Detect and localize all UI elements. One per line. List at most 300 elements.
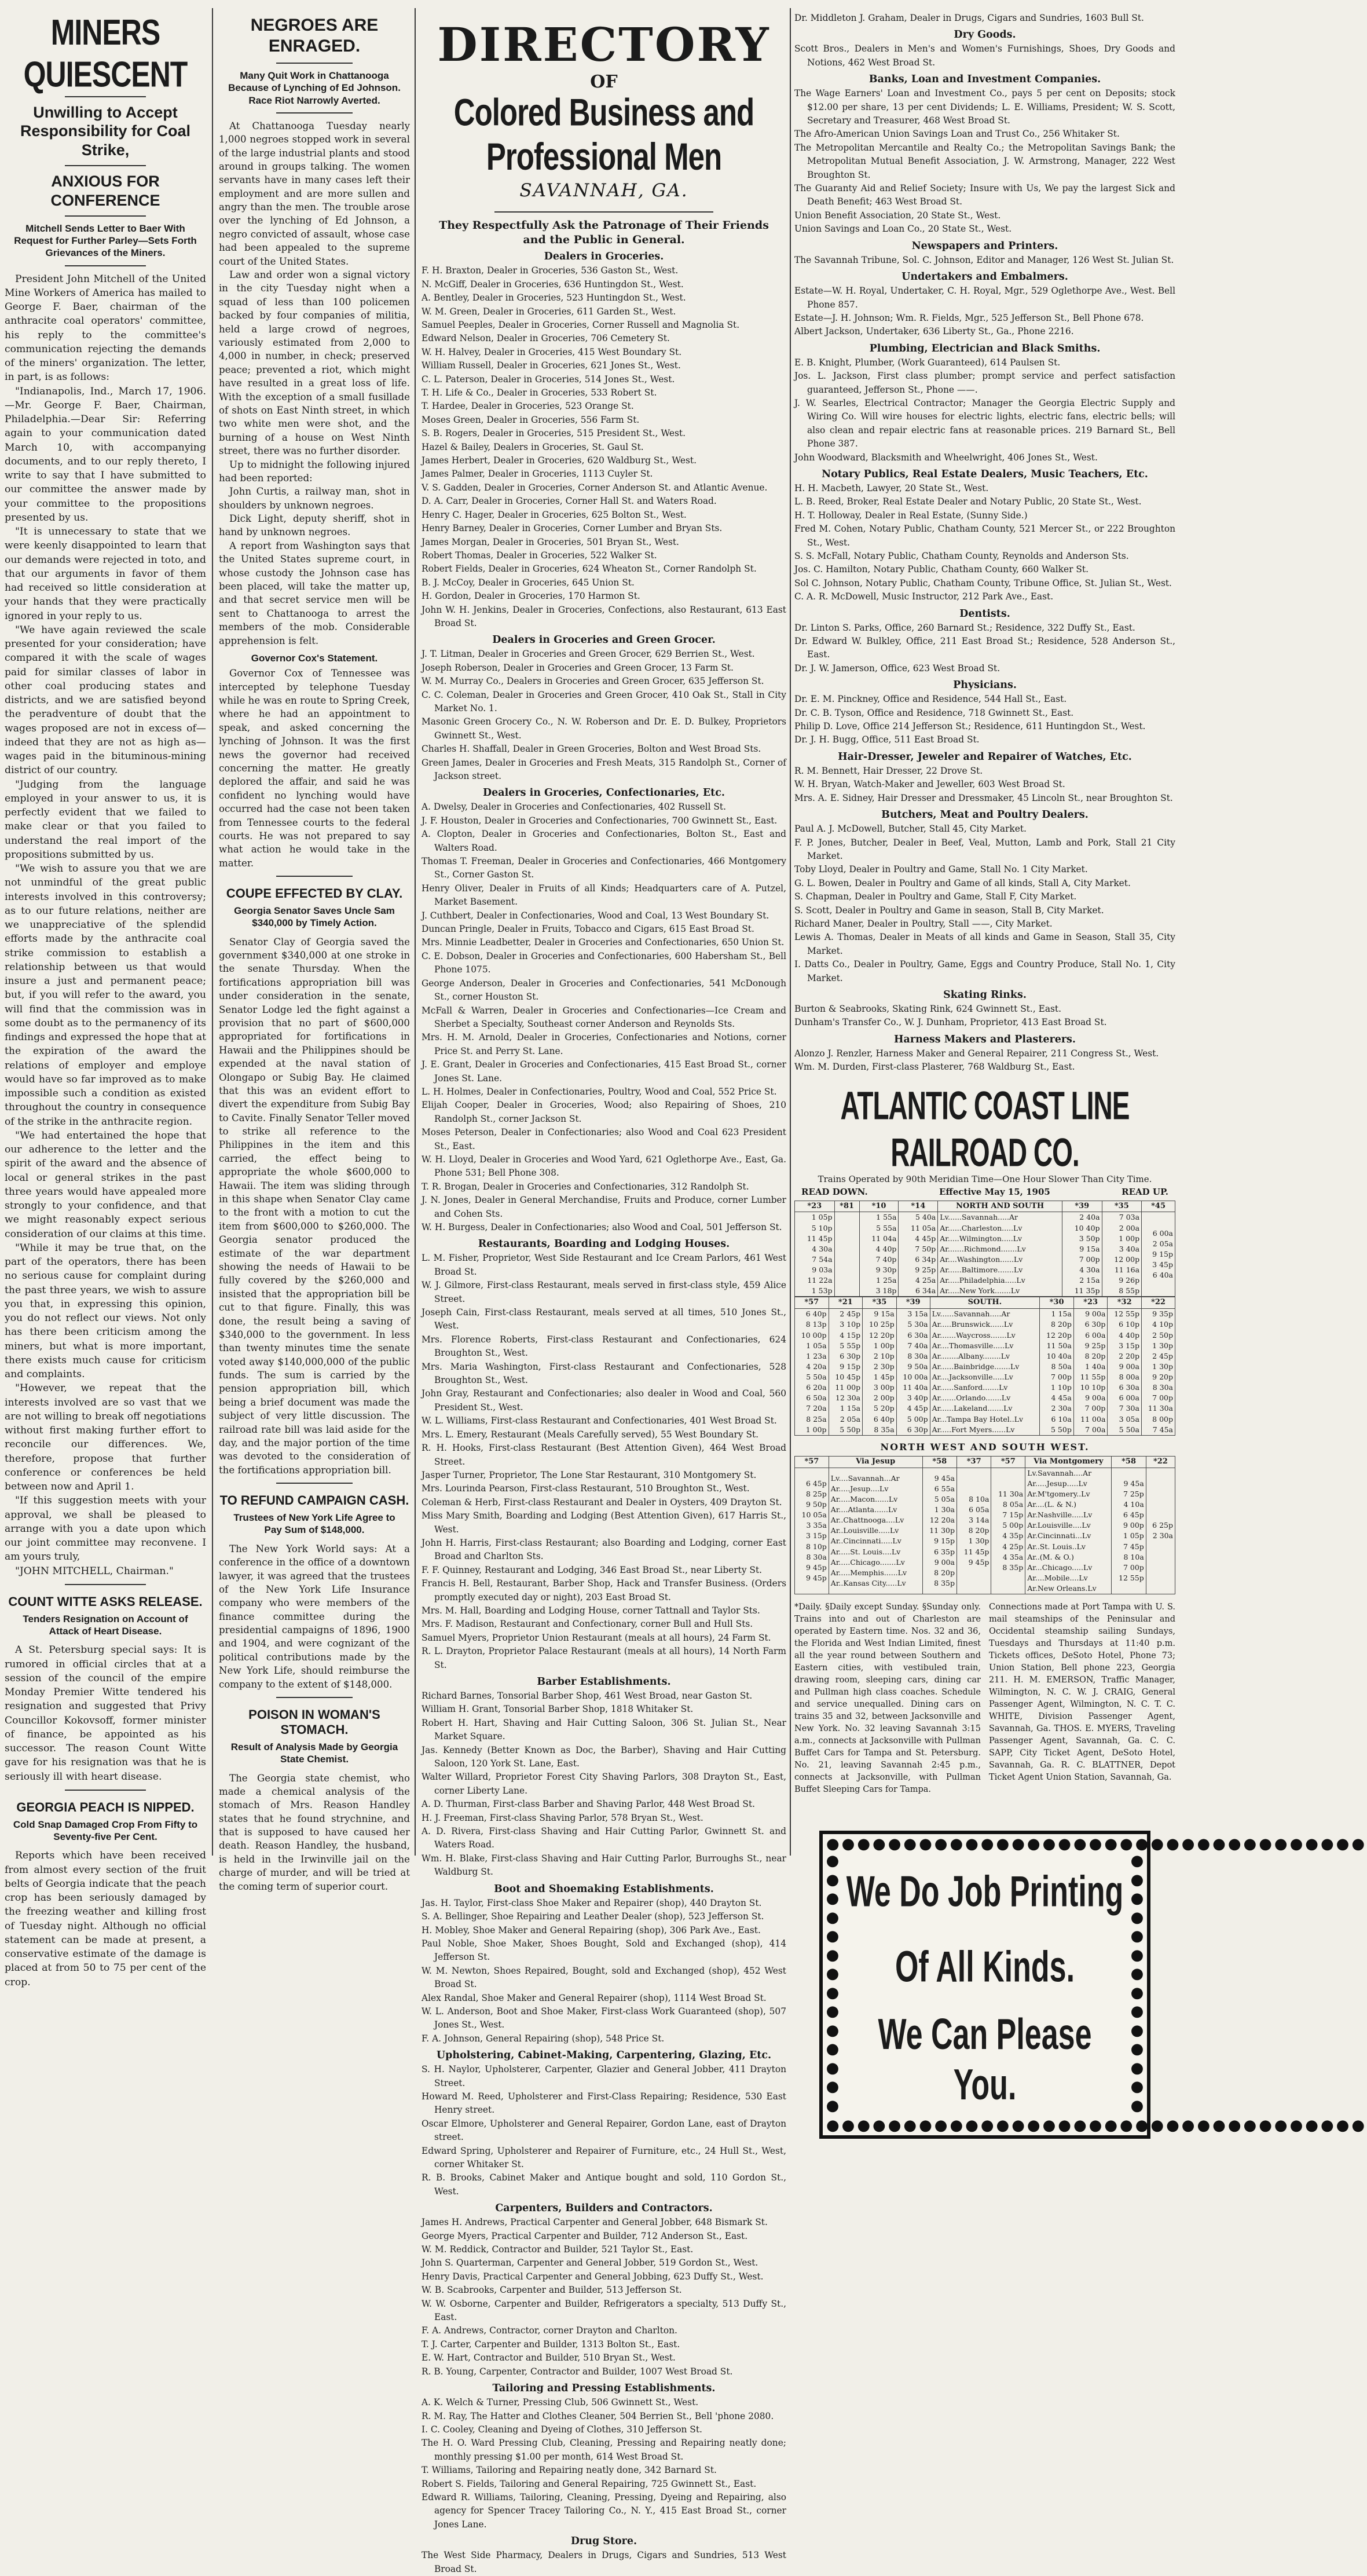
directory-entry: F. A. Johnson, General Repairing (shop), 548 Price St. <box>422 2033 665 2044</box>
directory-entry: T. J. Carter, Carpenter and Builder, 1313 Bolton St., East. <box>422 2339 680 2350</box>
timetable-cell: 1 05p 5 10p 11 45p 4 30a 7 54a 9 03a 11 22a 1 53p <box>795 1212 835 1297</box>
directory-category: Drug Store. <box>570 2535 637 2548</box>
effective-date: Effective May 15, 1905 <box>939 1186 1050 1197</box>
directory-entry: A. D. Thurman, First-class Barber and Shaving Parlor, 448 West Broad St. <box>422 1799 756 1810</box>
directory-entry: Mrs. A. E. Sidney, Hair Dresser and Dressmaker, 45 Lincoln St., near Broughton St. <box>794 792 1173 803</box>
timetable-cell: 1 15a 8 20p 12 20p 11 50a 10 40a 8 50a 7 00p 1 10p 4 45a 2 30a 6 10a 5 50p <box>1040 1309 1074 1436</box>
timetable-cell: 12 55p 6 10p 4 40p 3 15p 2 20p 9 00a 8 00a 6 30a 6 00a 7 30a 3 05a 5 50a <box>1108 1309 1142 1436</box>
timetable-header-cell: *23 <box>1073 1297 1108 1309</box>
directory-entry: Dr. J. H. Bugg, Office, 511 East Broad St. <box>794 734 980 745</box>
directory-entry: C. A. R. McDowell, Music Instructor, 212 Park Ave., East. <box>794 591 1054 602</box>
directory-category: Boot and Shoemaking Establishments. <box>494 1883 714 1895</box>
directory-entry: L. M. Fisher, Proprietor, West Side Restaurant and Ice Cream Parlors, 461 West Broad St. <box>422 1253 786 1277</box>
directory-entry: The Metropolitan Mercantile and Realty Co.; the Metropolitan Savings Bank; the Metropolitan Mutual Benefit Association, J. W. Armstrong, Manager, 222 West Broughton St. <box>794 142 1175 180</box>
timetable-cell: 1 55a 5 55a 11 04a 4 40p 7 40p 9 30p 1 25a 3 18p <box>859 1212 899 1297</box>
directory-entry: The Savannah Tribune, Sol. C. Johnson, Editor and Manager, 126 West St. Julian St. <box>794 254 1174 265</box>
deck-miners-3: Mitchell Sends Letter to Baer With Request for Further Parley—Sets Forth Grievances of the Miners. <box>14 222 197 259</box>
deck-miners-1: Unwilling to Accept Responsibility for Coal Strike, <box>20 104 191 159</box>
timetable-cell: 6 40p 8 13p 10 00p 1 05a 1 23a 4 20a 5 50a 6 20a 6 50a 7 20a 8 25a 1 00p <box>795 1309 829 1436</box>
directory-entry: Union Savings and Loan Co., 20 State St., West. <box>794 224 1012 235</box>
directory-entry: Howard M. Reed, Upholsterer and First-Class Repairing; Residence, 530 East Henry street. <box>422 2091 786 2116</box>
article-paragraph: Governor Cox of Tennessee was intercepted by telephone Tuesday while he was en route to Spring Creek, where he had an appointment to speak, and asked concerning the lynching of Johnson. It was the first news the governor had received concerning the matter. He greatly deplored the affair, and said he was confident no lynching would have occurred had the case not been taken from Tennessee courts to the federal courts. He was not prepared to say what action he would take in the matter. <box>219 668 410 869</box>
column-directory <box>422 12 786 2574</box>
directory-entry: Samuel Peeples, Dealer in Groceries, Corner Russell and Magnolia St. <box>422 320 740 330</box>
directory-entry: Moses Green, Dealer in Groceries, 556 Farm St. <box>422 414 640 425</box>
directory-entry: E. W. Hart, Contractor and Builder, 510 Bryan St., West. <box>422 2352 676 2363</box>
directory-entry: Hazel & Bailey, Dealers in Groceries, St. Gaul St. <box>422 441 644 452</box>
timetable-header-cell: *57 <box>795 1456 829 1468</box>
directory-entry: S. B. Rogers, Dealer in Groceries, 515 President St., West. <box>422 428 686 439</box>
directory-entry: John Gray, Restaurant and Confectionaries; also dealer in Wood and Coal, 560 President St., West. <box>422 1388 786 1413</box>
ad-border-left: ● ● ● ● ● ● ● ● ● ● ● ● ● ● <box>826 1852 840 2114</box>
directory-entry: Wm. H. Blake, First-class Shaving and Hair Cutting Parlor, Burroughs St., near Waldburg St. <box>422 1853 786 1878</box>
directory-entry: Robert S. Fields, Tailoring and General Repairing, 725 Gwinnett St., East. <box>422 2478 757 2489</box>
article-paragraph: John Curtis, a railway man, shot in shoulders by unknown negroes. <box>219 486 410 511</box>
directory-entry: Edward R. Williams, Tailoring, Cleaning, Pressing, Dyeing and Repairing, also agency for Spencer Tracey Tailoring Co., N. Y., 415 East Broad St., corner Jones Lane. <box>422 2491 786 2530</box>
timetable-header-cell: Via Montgomery <box>1025 1456 1112 1468</box>
directory-entry: W. B. Scabrooks, Carpenter and Builder, 513 Jefferson St. <box>422 2285 682 2296</box>
headline-peach: GEORGIA PEACH IS NIPPED. <box>16 1799 195 1814</box>
article-paragraph: "It is unnecessary to state that we were keenly disappointed to learn that our demands were rejected in toto, and that our arguments in favor of them had received so little consideration at your hands that they were practically ignored in your reply to us. <box>5 526 206 622</box>
timetable-cell <box>834 1212 859 1297</box>
timetable-cell: 2 45p 3 10p 4 15p 5 55p 6 30p 9 15p 10 45p 11 00p 12 30a 1 15a 2 05a 5 50p <box>829 1309 863 1436</box>
timetable-header-cell: NORTH AND SOUTH <box>938 1201 1062 1212</box>
timetable-header-cell: *39 <box>1062 1201 1102 1212</box>
directory-entry: The Wage Earners' Loan and Investment Co., pays 5 per cent on Deposits; stock $12.00 per share, 13 per cent Dividends; L. E. Williams, President; W. S. Scott, Secretary and Treasurer, 468 West Broad St. <box>794 88 1175 126</box>
directory-entry: Green James, Dealer in Groceries and Fresh Meats, 315 Randolph St., Corner of Jackson street. <box>422 757 786 781</box>
directory-entry: The West Side Pharmacy, Dealers in Drugs, Cigars and Sundries, 513 West Broad St. <box>422 2550 786 2574</box>
directory-category: Skating Rinks. <box>943 989 1027 1001</box>
directory-entry: Dr. C. B. Tyson, Office and Residence, 718 Gwinnett St., East. <box>794 707 1074 718</box>
directory-entry: G. L. Bowen, Dealer in Poultry and Game of all kinds, Stall A, City Market. <box>794 877 1131 888</box>
directory-entry: R. M. Bennett, Hair Dresser, 22 Drove St. <box>794 765 983 776</box>
article-paragraph: "We had entertained the hope that our adherence to the letter and the spirit of the award and the absence of local or general strikes in the past three years would have appealed more strongly to your confidence, and that we might reasonably expect serious consideration of our claims at this time. <box>5 1129 206 1240</box>
directory-entry: T. H. Life & Co., Dealer in Groceries, 533 Robert St. <box>422 387 657 398</box>
subhead-governor: Governor Cox's Statement. <box>251 652 378 664</box>
directory-entry: Charles H. Shaffall, Dealer in Green Groceries, Bolton and West Broad Sts. <box>422 744 761 755</box>
directory-category: Physicians. <box>953 679 1017 691</box>
directory-category: Dealers in Groceries, Confectionaries, Etc. <box>482 787 725 799</box>
separator <box>276 1483 353 1484</box>
directory-entry: R. B. Young, Carpenter, Contractor and Builder, 1007 West Broad St. <box>422 2366 733 2377</box>
article-paragraph: A report from Washington says that the United States supreme court, in whose custody the Johnson case has been placed, will take the matter up, and that secret service men will be sent to Chattanooga to arrest the members of the mob. Considerable apprehension is felt. <box>219 540 410 646</box>
timetable-header-cell: *14 <box>899 1201 938 1212</box>
railroad-notes-left: *Daily. §Daily except Sunday. §Sunday only. Trains into and out of Charleston are operated by Eastern time. Nos. 32 and 36, the Florida and West Indian Limited, finest all the year round between Southern and Eastern cities, with vestibuled train, drawing room, sleeping cars, dining car and Pullman high class coaches. Schedule and service unequalled. Dining cars on trains 35 and 32, between Jacksonville and New York. No. 32 leaving Savannah 3:15 a.m., connects at Jacksonville with Pullman Buffet Cars for Tampa and St. Petersburg. No. 21, leaving Savannah 2:45 p.m., connects at Jacksonville, with Pullman Buffet Sleeping Cars for Tampa. <box>794 1602 981 1795</box>
directory-entry: J. E. Grant, Dealer in Groceries and Confectionaries, 415 East Broad St., corner Jones St. Lane. <box>422 1059 786 1084</box>
timetable-cell: 5 40a 11 05a 4 45p 7 50p 6 34p 9 25p 4 25a 6 34a <box>899 1212 938 1297</box>
directory-entry: Mrs. M. Hall, Boarding and Lodging House, corner Tattnall and Taylor Sts. <box>422 1605 760 1616</box>
directory-entry: The Afro-American Union Savings Loan and Trust Co., 256 Whitaker St. <box>794 129 1120 140</box>
separator <box>276 112 353 114</box>
headline-poison: POISON IN WOMAN'S STOMACH. <box>248 1707 380 1737</box>
directory-entry: R. M. Ray, The Hatter and Clothes Cleaner, 504 Berrien St., Bell 'phone 2080. <box>422 2410 774 2421</box>
timetable-header-row <box>795 1297 1175 1309</box>
ad-line-3: We Can Please You. <box>878 2010 1092 2110</box>
directory-entry: Fred M. Cohen, Notary Public, Chatham County, 521 Mercer St., or 222 Broughton St., West. <box>794 524 1175 548</box>
timetable-header-cell: *22 <box>1146 1456 1175 1468</box>
directory-entry: W. H. Lloyd, Dealer in Groceries and Wood Yard, 621 Oglethorpe Ave., East, Ga. Phone 531; Bell Phone 308. <box>422 1154 786 1179</box>
column-rule <box>790 8 791 1856</box>
directory-entry: Estate—W. H. Royal, Undertaker, C. H. Royal, Mgr., 529 Oglethorpe Ave., West. Bell Phone 857. <box>794 286 1175 310</box>
directory-entry: T. Williams, Tailoring and Repairing neatly done, 342 Barnard St. <box>422 2465 717 2476</box>
deck-witte: Tenders Resignation on Account of Attack of Heart Disease. <box>23 1613 188 1637</box>
ad-border-top: ●●●●●●●●●●●●●●●●●●●●●●●●●●●●●●●●●●● <box>826 1835 1367 1853</box>
directory-entry: L. B. Reed, Broker, Real Estate Dealer and Notary Public, 20 State St., West. <box>794 496 1142 507</box>
separator <box>65 165 145 166</box>
directory-entry: Mrs. Maria Washington, First-class Restaurant and Confectionaries, 528 Broughton St., West. <box>422 1361 786 1386</box>
directory-entry: Albert Jackson, Undertaker, 636 Liberty St., Ga., Phone 2216. <box>794 326 1074 337</box>
directory-entry: Moses Peterson, Dealer in Confectionaries; also Wood and Coal 623 President St., East. <box>422 1127 786 1151</box>
separator <box>276 1697 353 1698</box>
directory-entry: F. A. Andrews, Contractor, corner Drayton and Charlton. <box>422 2325 677 2336</box>
directory-category: Tailoring and Pressing Establishments. <box>492 2383 716 2395</box>
directory-entry: L. H. Holmes, Dealer in Confectionaries, Poultry, Wood and Coal, 552 Price St. <box>422 1086 777 1097</box>
headline-witte: COUNT WITTE ASKS RELEASE. <box>8 1594 203 1609</box>
article-paragraph: "We have again reviewed the scale presented for your consideration; have compared it with the scale of wages paid for similar classes of labor in other coal producing states and districts, and we are satisfied beyond the peradventure of doubt that the wages proposed are not in excess of—indeed that they are not as high as—wages paid in the bituminous-mining district of our country. <box>5 624 206 777</box>
directory-category: Dry Goods. <box>954 29 1016 41</box>
timetable-cell: 8 10a 6 05a 3 14a 8 20p 1 30p 11 45p 9 45p <box>956 1468 991 1594</box>
directory-entry: Philip D. Love, Office 214 Jefferson St.; Residence, 611 Huntingdon St., West. <box>794 721 1146 732</box>
directory-of: OF <box>590 72 618 92</box>
directory-entry: Jos. C. Hamilton, Notary Public, Chatham County, 660 Walker St. <box>794 564 1089 575</box>
directory-city: SAVANNAH, GA. <box>519 180 688 201</box>
directory-entry: W. H. Halvey, Dealer in Groceries, 415 West Boundary St. <box>422 346 682 357</box>
deck-peach: Cold Snap Damaged Crop From Fifty to Seventy-five Per Cent. <box>13 1818 198 1843</box>
timetable-header-cell: *58 <box>922 1456 956 1468</box>
directory-entry: C. C. Coleman, Dealer in Groceries and Green Grocer, 410 Oak St., Stall in City Market No. 1. <box>422 689 786 713</box>
directory-entry: The Guaranty Aid and Relief Society; Insure with Us, We pay the largest Sick and Death Benefit; 463 West Broad St. <box>794 183 1175 207</box>
timetable-caption: NORTH WEST AND SOUTH WEST. <box>880 1441 1090 1452</box>
directory-entry: James Herbert, Dealer in Groceries, 620 Waldburg St., West. <box>422 455 697 466</box>
timetable-north-south <box>794 1201 1175 1297</box>
directory-entry: S. Chapman, Dealer in Poultry and Game, Stall F, City Market. <box>794 891 1077 902</box>
directory-entry: Francis H. Bell, Restaurant, Barber Shop, Hack and Transfer Business. (Orders promptly executed day or night), 203 East Broad St. <box>422 1578 786 1602</box>
directory-entry: W. M. Murray Co., Dealers in Groceries and Green Grocer, 635 Jefferson St. <box>422 676 764 687</box>
column-rule <box>212 8 213 1856</box>
directory-entry: Dunham's Transfer Co., W. J. Dunham, Proprietor, 413 East Broad St. <box>794 1017 1107 1028</box>
article-paragraph: President John Mitchell of the United Mine Workers of America has mailed to George F. Baer, chairman of the anthracite coal operators' committee, his reply to the committee's communication rejecting the demands of the miners' organization. The letter, in part, is as follows: <box>5 273 206 383</box>
directory-category: Dentists. <box>959 608 1010 620</box>
directory-category: Hair-Dresser, Jeweler and Repairer of Watches, Etc. <box>838 751 1132 763</box>
directory-entry: B. J. McCoy, Dealer in Groceries, 645 Union St. <box>422 577 635 588</box>
timetable-cell: 6 00a 2 05a 9 15p 3 45p 6 40a <box>1142 1212 1175 1297</box>
deck-miners-2: ANXIOUS FOR CONFERENCE <box>50 173 160 209</box>
directory-entry: I. Datts Co., Dealer in Poultry, Game, Eggs and Country Produce, Stall No. 1, City Market. <box>794 959 1175 983</box>
directory-entry: W. H. Bryan, Watch-Maker and Jeweller, 603 West Broad St. <box>794 779 1065 790</box>
directory-entry: H. J. Freeman, First-class Shaving Parlor, 578 Bryan St., West. <box>422 1812 703 1823</box>
directory-entry: Mrs. Lourinda Pearson, First-class Restaurant, 510 Broughton St., West. <box>422 1483 750 1494</box>
directory-entry: William H. Grant, Tonsorial Barber Shop, 1818 Whitaker St. <box>422 1704 694 1715</box>
directory-entry: E. B. Knight, Plumber, (Work Guaranteed), 614 Paulsen St. <box>794 357 1061 368</box>
read-up-label: READ UP. <box>1122 1186 1168 1197</box>
directory-entry: Henry C. Hager, Dealer in Groceries, 625 Bolton St., West. <box>422 509 687 520</box>
directory-entry: Richard Maner, Dealer in Poultry, Stall ——, City Market. <box>794 918 1053 929</box>
directory-entry: Samuel Myers, Proprietor Union Restaurant (meals at all hours), 24 Farm St. <box>422 1632 771 1643</box>
directory-category: Carpenters, Builders and Contractors. <box>495 2202 713 2215</box>
directory-entry: Jas. H. Taylor, First-class Shoe Maker and Repairer (shop), 440 Drayton St. <box>422 1897 762 1908</box>
timetable-header-cell: *39 <box>896 1297 930 1309</box>
directory-entry: James Palmer, Dealer in Groceries, 1113 Cuyler St. <box>422 469 653 480</box>
directory-entry: F. P. Jones, Butcher, Dealer in Beef, Veal, Mutton, Lamb and Pork, Stall 21 City Market. <box>794 837 1175 861</box>
separator <box>65 1790 145 1791</box>
directory-entry: T. R. Brogan, Dealer in Groceries and Confectionaries, 312 Randolph St. <box>422 1181 749 1192</box>
directory-category: Barber Establishments. <box>537 1676 671 1688</box>
directory-entry: D. A. Carr, Dealer in Groceries, Corner Hall St. and Waters Road. <box>422 496 717 507</box>
timetable-row <box>795 1468 1175 1594</box>
article-paragraph: "We wish to assure you that we are not unmindful of the great public interests involved in this controversy; as to our future relations, neither are we unappreciative of the splendid efforts made by the anthracite coal strike commission to establish a relationship between us that would insure a just and permanent peace; but, if you will refer to the award, you will find that the commission was in some doubt as to the permanency of its findings and expressed the hope that at the expiration of the award the relations of employer and employe would have so far improved as to make impossible such a condition as existed throughout the country in consequence of the strike in the anthracite region. <box>5 863 206 1128</box>
directory-entry: Paul A. J. McDowell, Butcher, Stall 45, City Market. <box>794 824 1027 835</box>
directory-entry: Jasper Turner, Proprietor, The Lone Star Restaurant, 310 Montgomery St. <box>422 1469 757 1480</box>
separator <box>65 265 145 266</box>
timetable-header-row <box>795 1201 1175 1212</box>
directory-entry: Richard Barnes, Tonsorial Barber Shop, 461 West Broad, near Gaston St. <box>422 1690 753 1701</box>
article-witte: A St. Petersburg special says: It is rumored in official circles that at a session of the council of the empire Monday Premier Witte tendered his resignation and suggested that Privy Councillor Kokovsoff, former minister of finance, be appointed as his successor. The reason Count Witte gave for his resignation was that he is seriously ill with heart disease. <box>5 1644 206 1783</box>
directory-entry: S. H. Naylor, Upholsterer, Carpenter, Glazier and General Jobber, 411 Drayton Street. <box>422 2064 786 2088</box>
directory-entry: T. Hardee, Dealer in Groceries, 523 Orange St. <box>422 401 634 412</box>
timetable-header-cell: *35 <box>1102 1201 1142 1212</box>
timetable-header-cell: *23 <box>795 1201 835 1212</box>
directory-entry: W. H. Burgess, Dealer in Confectionaries; also Wood and Coal, 501 Jefferson St. <box>422 1222 782 1232</box>
directory-entry: Coleman & Herb, First-class Restaurant and Dealer in Oysters, 409 Drayton St. <box>422 1496 782 1507</box>
directory-entry: Lewis A. Thomas, Dealer in Meats of all kinds and Game in Season, Stall 35, City Market. <box>794 932 1175 956</box>
timetable-header-cell: *37 <box>956 1456 991 1468</box>
directory-entry: R. L. Drayton, Proprietor Palace Restaurant (meals at all hours), 14 North Farm St. <box>422 1646 786 1670</box>
directory-entry: Miss Mary Smith, Boarding and Lodging (Best Attention Given), 617 Harris St., West. <box>422 1510 786 1535</box>
timetable-cell: 9 45a 7 25p 4 10a 6 45p 9 00p 1 05p 7 45p 8 10a 7 00p 12 55p <box>1112 1468 1146 1594</box>
directory-entry: H. T. Holloway, Dealer in Real Estate, (Sunny Side.) <box>794 510 1028 521</box>
directory-entry: A. K. Welch & Turner, Pressing Club, 506 Gwinnett St., West. <box>422 2397 699 2408</box>
directory-entry: Alex Randal, Shoe Maker and General Repairer (shop), 1114 West Broad St. <box>422 1992 767 2003</box>
column-chattanooga <box>219 12 410 1892</box>
directory-entry: F. H. Braxton, Dealer in Groceries, 536 Gaston St., West. <box>422 265 679 276</box>
directory-entry: Masonic Green Grocery Co., N. W. Roberson and Dr. E. D. Bulkey, Proprietors Gwinnett St., West. <box>422 716 786 741</box>
directory-category: Dealers in Groceries. <box>544 251 664 263</box>
timetable-header-cell: *45 <box>1142 1201 1175 1212</box>
headline-campaign-cash: TO REFUND CAMPAIGN CASH. <box>219 1493 409 1508</box>
directory-entry: The H. O. Ward Pressing Club, Cleaning, Pressing and Repairing neatly done; monthly pressing $1.00 per month, 614 West Broad St. <box>422 2438 786 2462</box>
timetable-header-row <box>795 1456 1175 1468</box>
directory-entry: Duncan Pringle, Dealer in Fruits, Tobacco and Cigars, 615 East Broad St. <box>422 924 754 935</box>
ad-border-bottom: ●●●●●●●●●●●●●●●●●●●●●●●●●●●●●●●●●●● <box>826 2117 1367 2135</box>
directory-entry: W. J. Gilmore, First-class Restaurant, meals served in first-class style, 459 Alice Street. <box>422 1280 786 1304</box>
article-peach: Reports which have been received from almost every section of the fruit belts of Georgia indicate that the peach crop has been seriously damaged by the freezing weather and killing frost of Tuesday night. Although no official statement can be made at present, a conservative estimate of the damage is placed at from 50 to 75 per cent of the crop. <box>5 1850 206 1988</box>
directory-entry: Dr. Edward W. Bulkley, Office, 211 East Broad St.; Residence, 528 Anderson St., East. <box>794 636 1175 660</box>
timetable-header-cell: SOUTH. <box>930 1297 1040 1309</box>
directory-entry: A. Bentley, Dealer in Groceries, 523 Huntingdon St., West. <box>422 292 686 303</box>
directory-entry: Dr. E. M. Pinckney, Office and Residence, 544 Hall St., East. <box>794 694 1067 705</box>
directory-entry: W. M. Green, Dealer in Groceries, 611 Garden St., West. <box>422 306 676 317</box>
timetable-header-cell: *22 <box>1141 1297 1175 1309</box>
directory-entry: Edward Spring, Upholsterer and Repairer of Furniture, etc., 24 Hull St., West, corner Whitaker St. <box>422 2145 786 2169</box>
timetable-northwest <box>794 1456 1175 1594</box>
directory-entry: Elijah Cooper, Dealer in Groceries, Wood; also Repairing of Shoes, 210 Randolph St., corner Jackson St. <box>422 1100 786 1124</box>
job-printing-ad <box>819 1831 1367 2139</box>
directory-entry: Mrs. L. Emery, Restaurant (Meals Carefully served), 55 West Boundary St. <box>422 1429 759 1440</box>
directory-category: Upholstering, Cabinet-Making, Carpentering, Glazing, Etc. <box>436 2050 772 2062</box>
column-directory-cont <box>794 12 1367 2135</box>
directory-entry: Joseph Cain, First-class Restaurant, meals served at all times, 510 Jones St., West. <box>422 1307 786 1331</box>
directory-entry: Jos. L. Jackson, First class plumber; prompt service and perfect satisfaction guaranteed, Jefferson St., Phone ——. <box>794 371 1175 395</box>
directory-entry: Robert Fields, Dealer in Groceries, 624 Wheaton St., Corner Randolph St. <box>422 564 757 575</box>
separator <box>65 1584 145 1585</box>
directory-category: Banks, Loan and Investment Companies. <box>868 74 1101 86</box>
directory-entry: Mrs. Minnie Leadbetter, Dealer in Groceries and Confectionaries, 650 Union St. <box>422 937 785 948</box>
directory-category: Newspapers and Printers. <box>911 240 1058 252</box>
directory-category: Restaurants, Boarding and Lodging Houses. <box>478 1238 730 1250</box>
railroad-title: ATLANTIC COAST LINE RAILROAD CO. <box>840 1082 1130 1175</box>
directory-intro: They Respectfully Ask the Patronage of Their Friends and the Public in General. <box>439 219 769 246</box>
directory-entry: William Russell, Dealer in Groceries, 621 Jones St., West. <box>422 360 681 371</box>
deck-negroes-enraged: Many Quit Work in Chattanooga Because of Lynching of Ed Johnson. Race Riot Narrowly Averted. <box>228 70 401 106</box>
separator <box>276 876 353 877</box>
directory-subtitle: Colored Business and Professional Men <box>453 90 754 178</box>
directory-entry: John H. Harris, First-class Restaurant; also Boarding and Lodging, corner East Broad and Charlton Sts. <box>422 1537 786 1562</box>
directory-entry: Mrs. Florence Roberts, First-class Restaurant and Confectionaries, 624 Broughton St., West. <box>422 1334 786 1359</box>
timetable-cell: 2 40a 10 40p 3 50p 9 15a 7 00p 4 30a 2 15a 11 35p <box>1062 1212 1102 1297</box>
directory-entry: Henry Davis, Practical Carpenter and General Jobbing, 623 Duffy St., West. <box>422 2271 764 2282</box>
timetable-cell: 7 03a 2 00a 1 00p 3 40a 12 00p 11 16a 9 26p 8 55p <box>1102 1212 1142 1297</box>
directory-entry: S. S. McFall, Notary Public, Chatham County, Reynolds and Anderson Sts. <box>794 551 1129 561</box>
timetable-cell: Lv....Savannah...Ar Ar.....Jesup....Lv Ar.....Macon......Lv Ar....Atlanta......Lv Ar..Chattnooga....Lv Ar..Louisville.....Lv Ar..Cincinnati.....Lv Ar.....St. Louis....Lv Ar.....Chicago.......Lv Ar.....Memphis......Lv Ar..Kansas City.....Lv <box>829 1468 922 1594</box>
directory-entry: H. Gordon, Dealer in Groceries, 170 Harmon St. <box>422 591 640 602</box>
directory-entry: J. T. Litman, Dealer in Groceries and Green Grocer, 629 Berrien St., West. <box>422 649 755 660</box>
directory-entry: A. Clopton, Dealer in Groceries and Confectionaries, Bolton St., East and Walters Road. <box>422 829 786 853</box>
article-paragraph: "Judging from the language employed in your answer to us, it is perfectly evident that we failed to make clear or that you failed to understand the real import of the propositions submitted by us. <box>5 778 206 861</box>
timetable-header-cell: *21 <box>829 1297 863 1309</box>
directory-entry: W. M. Newton, Shoes Repaired, Bought, sold and Exchanged (shop), 452 West Broad St. <box>422 1965 786 1990</box>
deck-campaign-cash: Trustees of New York Life Agree to Pay Sum of $148,000. <box>233 1512 395 1536</box>
directory-entry: Dr. J. W. Jamerson, Office, 623 West Broad St. <box>794 663 1000 674</box>
article-paragraph: "If this suggestion meets with your approval, we shall be pleased to arrange with you a date upon which our joint committee may reconvene. I am yours truly, <box>5 1495 206 1563</box>
timetable-cell: 11 30a 8 05a 7 15p 5 00p 4 35p 4 25p 4 35a 8 35p <box>991 1468 1025 1594</box>
railroad-schedule <box>794 1082 1175 1796</box>
directory-entry: Joseph Roberson, Dealer in Groceries and Green Grocer, 13 Farm St. <box>422 662 734 673</box>
directory-entry: J. N. Jones, Dealer in General Merchandise, Fruits and Produce, corner Lumber and Cohen Sts. <box>422 1195 786 1219</box>
article-paragraph: Up to midnight the following injured had been reported: <box>219 459 410 484</box>
directory-category: Butchers, Meat and Poultry Dealers. <box>881 809 1089 821</box>
article-paragraph: "While it may be true that, on the part of the operators, there has been no serious cause for complaint during the past three years, we wish to assure you that, in expressing this opinion, you do not reflect our views. Not only has there been criticism among the miners, but what is more important, there exists much cause for criticism and complaints. <box>5 1242 206 1381</box>
directory-entry: H. H. Macbeth, Lawyer, 20 State St., West. <box>794 482 989 493</box>
directory-entry: N. McGiff, Dealer in Groceries, 636 Huntingdon St., West. <box>422 279 684 290</box>
directory-sections-continued <box>794 12 1175 1074</box>
directory-entry: Burton & Seabrooks, Skating Rink, 624 Gwinnett St., East. <box>794 1003 1061 1014</box>
timetable-cell: 6 25p 2 30a <box>1146 1468 1175 1594</box>
timetable-header-cell: *57 <box>795 1297 829 1309</box>
directory-entry: George Anderson, Dealer in Groceries and Confectionaries, 541 McDonough St., corner Houston St. <box>422 978 786 1002</box>
directory-entry: S. A. Bellinger, Shoe Repairing and Leather Dealer (shop), 523 Jefferson St. <box>422 1911 764 1922</box>
directory-entry: C. L. Paterson, Dealer in Groceries, 514 Jones St., West. <box>422 374 675 385</box>
directory-entry: James Morgan, Dealer in Groceries, 501 Bryan St., West. <box>422 536 679 547</box>
directory-entry: V. S. Gadden, Dealer in Groceries, Corner Anderson St. and Atlantic Avenue. <box>422 482 768 493</box>
timetable-row <box>795 1309 1175 1436</box>
directory-entry: Mrs. H. M. Arnold, Dealer in Groceries, Confectionaries and Notions, corner Price St. and Perry St. Lane. <box>422 1032 786 1056</box>
ad-line-1: We Do Job Printing <box>846 1868 1124 1917</box>
timetable-cell: Lv.Savannah....Ar Ar.....Jesup.....Lv Ar.M'tgomery..Lv Ar....(L. & N.) Ar.Nashville.....Lv Ar.Louisville....Lv Ar.Cincinnati...Lv Ar..St. Louis..Lv Ar..(M. & O.) Ar...Chicago.....Lv Ar....Mobile....Lv Ar.New Orleans.Lv <box>1025 1468 1112 1594</box>
deck-clay: Georgia Senator Saves Uncle Sam $340,000 by Timely Action. <box>234 905 395 929</box>
directory-entry: Henry Barney, Dealer in Groceries, Corner Lumber and Bryan Sts. <box>422 523 723 534</box>
directory-entry: W. L. Williams, First-class Restaurant and Confectionaries, 401 West Broad St. <box>422 1415 777 1426</box>
directory-entry: W. W. Osborne, Carpenter and Builder, Refrigerators a specialty, 513 Duffy St., East. <box>422 2298 786 2323</box>
timetable-south <box>794 1297 1175 1435</box>
directory-entry: Scott Bros., Dealers in Men's and Women's Furnishings, Shoes, Dry Goods and Notions, 462 West Broad St. <box>794 43 1175 68</box>
directory-entry: W. M. Reddick, Contractor and Builder, 521 Taylor St., East. <box>422 2244 694 2255</box>
separator <box>276 63 353 64</box>
directory-entry: Alonzo J. Renzler, Harness Maker and General Repairer, 211 Congress St., West. <box>794 1048 1159 1059</box>
column-rule <box>415 8 416 1856</box>
timetable-cell: 6 45p 8 25p 9 50p 10 05a 3 35a 3 15p 8 10p 8 30a 9 45p 9 45p <box>795 1468 829 1594</box>
directory-entry: John S. Quarterman, Carpenter and General Jobber, 519 Gordon St., West. <box>422 2257 758 2268</box>
directory-entry: Thomas T. Freeman, Dealer in Groceries and Confectionaries, 466 Montgomery St., Corner Gaston St. <box>422 856 786 880</box>
directory-category: Notary Publics, Real Estate Dealers, Music Teachers, Etc. <box>822 468 1148 480</box>
directory-entry: Henry Oliver, Dealer in Fruits of all Kinds; Headquarters care of A. Putzel, Market Basement. <box>422 883 786 908</box>
timetable-cell: 9 00a 6 30p 6 00a 9 25p 8 20p 1 40a 11 55p 10 10p 9 00a 7 00p 11 00a 7 00a <box>1073 1309 1108 1436</box>
timetable-header-cell: *30 <box>1040 1297 1074 1309</box>
directory-category: Undertakers and Embalmers. <box>901 271 1068 283</box>
directory-entry: Edward Nelson, Dealer in Groceries, 706 Cemetery St. <box>422 333 670 344</box>
timetable-cell: Lv......Savannah.....Ar Ar......Charleston.....Lv Ar.....Wilmington.....Lv Ar.......Richmond.......Lv Ar....Washington......Lv Ar......Baltimore.......Lv Ar.....Philadelphia.....Lv Ar.....New York.......Lv <box>938 1212 1062 1297</box>
headline-negroes-enraged: NEGROES ARE ENRAGED. <box>250 16 379 56</box>
directory-entry: J. F. Houston, Dealer in Groceries and Confectionaries, 700 Gwinnett St., East. <box>422 815 778 826</box>
headline-clay: COUPE EFFECTED BY CLAY. <box>226 886 403 901</box>
directory-entry: Robert H. Hart, Shaving and Hair Cutting Saloon, 306 St. Julian St., Near Market Square. <box>422 1717 786 1742</box>
directory-entry: Paul Noble, Shoe Maker, Shoes Bought, Sold and Exchanged (shop), 414 Jefferson St. <box>422 1938 786 1963</box>
directory-entry: Walter Willard, Proprietor Forest City Shaving Parlors, 308 Drayton St., East, corner Liberty Lane. <box>422 1772 786 1796</box>
directory-entry: Oscar Elmore, Upholsterer and General Repairer, Gordon Lane, east of Drayton street. <box>422 2118 786 2143</box>
directory-entry: Toby Lloyd, Dealer in Poultry and Game, Stall No. 1 City Market. <box>794 864 1088 875</box>
ad-border-right: ● ● ● ● ● ● ● ● ● ● ● ● ● ● <box>1130 1852 1144 2114</box>
directory-entry: A. Dwelsy, Dealer in Groceries and Confectionaries, 402 Russell St. <box>422 802 727 813</box>
directory-entry: C. E. Dobson, Dealer in Groceries and Confectionaries, 600 Habersham St., Bell Phone 1075. <box>422 950 786 975</box>
directory-category: Plumbing, Electrician and Black Smiths. <box>869 342 1101 354</box>
directory-entry: R. H. Hooks, First-class Restaurant (Best Attention Given), 464 West Broad Street. <box>422 1443 786 1467</box>
column-miners <box>5 12 206 1988</box>
directory-sections <box>422 251 786 2576</box>
directory-title: DIRECTORY <box>437 17 771 72</box>
directory-entry: J. Cuthbert, Dealer in Confectionaries, Wood and Coal, 13 West Boundary St. <box>422 910 769 921</box>
timetable-cell: 9 45a 6 55a 5 05a 1 30a 12 20a 11 30p 9 15p 6 35p 9 00a 8 20p 8 35p <box>922 1468 956 1594</box>
article-clay: Senator Clay of Georgia saved the government $340,000 at one stroke in the senate Thursday. When the fortifications appropriation bill was under consideration in the senate, Senator Lodge led the fight against a provision that no part of $600,000 appropriated for fortifications in Hawaii and the Philippines should be expended at the naval station of Olongapo or Subig Bay. He claimed that this was an evident effort to divert the expenditure from Subig Bay to Cavite. Finally Senator Teller moved to strike all reference to the Philippines in the item and this carried, the effect being to appropriate the whole $600,000 to Hawaii. The item was sliding through in this shape when Senator Clay came to the front with a motion to cut the item from $600,000 to $260,000. The Georgia senator produced the estimate of the war department showing the needs of Hawaii to be fully covered by the $260,000 and insisted that the appropriation bill be cut to that figure. Finally, this was done, the result being a saving of $340,000 to the government. In less than twenty minutes time the senate voted away $140,000,000 of the public funds. The sum is carried by the pension appropriation bill, which being a brief document was made the subject of very little discussion. The railroad rate bill was laid aside for the day, and the major portion of the time was devoted to the consideration of the fortifications appropriation bill. <box>219 936 410 1476</box>
timetable-header-cell: *57 <box>991 1456 1025 1468</box>
article-paragraph: "However, we repeat that the interests involved are so vast that we are not willing to break off negotiations without first making further effort to reconcile our differences. We, therefore, propose that further conference or conferences be held between now and April 1. <box>5 1382 206 1493</box>
directory-entry: McFall & Warren, Dealer in Groceries and Confectionaries—Ice Cream and Sherbet a Specialty, Southeast corner Anderson and Reynolds Sts. <box>422 1005 786 1029</box>
directory-entry: F. F. Quinney, Restaurant and Lodging, 346 East Broad St., near Liberty St. <box>422 1564 763 1575</box>
ad-line-2: Of All Kinds. <box>895 1943 1075 1992</box>
directory-entry: Robert Thomas, Dealer in Groceries, 522 Walker St. <box>422 550 657 561</box>
deck-poison: Result of Analysis Made by Georgia State Chemist. <box>230 1741 398 1765</box>
directory-entry: Dr. Middleton J. Graham, Dealer in Drugs, Cigars and Sundries, 1603 Bull St. <box>794 13 1144 23</box>
headline-miners: MINERS QUIESCENT <box>23 12 188 95</box>
directory-entry: Sol C. Johnson, Notary Public, Chatham County, Tribune Office, St. Julian St., West. <box>794 577 1172 588</box>
directory-entry: Wm. M. Durden, First-class Plasterer, 768 Waldburg St., East. <box>794 1062 1075 1073</box>
directory-category: Dealers in Groceries and Green Grocer. <box>492 634 716 646</box>
directory-category: Harness Makers and Plasterers. <box>893 1033 1076 1045</box>
railroad-notes-right: Connections made at Port Tampa with U. S. mail steamships of the Peninsular and Occidental steamship sailing Sundays, Tuesdays and Thursdays at 11:40 p.m. Tickets offices, DeSoto Hotel, Phone 73; Union Station, Bell phone 223, Georgia 211. H. M. EMERSON, Traffic Manager, Wilmington, N. C. W. J. CRAIG, General Passenger Agent, Wilmington, N. C. T. C. WHITE, Division Passenger Agent, Savannah, Ga. THOS. E. MYERS, Traveling Passenger Agent, Savannah, Ga. C. C. SAPP, City Ticket Agent, DeSoto Hotel, Savannah, Ga. R. C. BLATTNER, Depot Ticket Agent Union Station, Savannah, Ga. <box>989 1602 1175 1783</box>
timetable-cell: 3 15a 5 30a 6 30a 7 40a 8 30a 9 50a 10 00a 11 40a 3 40p 4 45p 5 00p 6 30p <box>896 1309 930 1436</box>
timetable-header-cell: *10 <box>859 1201 899 1212</box>
directory-entry: John W. H. Jenkins, Dealer in Groceries, Confections, also Restaurant, 613 East Broad St. <box>422 604 786 628</box>
directory-entry: S. Scott, Dealer in Poultry and Game in season, Stall B, City Market. <box>794 905 1104 916</box>
directory-entry: R. B. Brooks, Cabinet Maker and Antique bought and sold, 110 Gordon St., West. <box>422 2172 786 2197</box>
directory-entry: Jas. Kennedy (Better Known as Doc, the Barber), Shaving and Hair Cutting Saloon, 120 York St. Lane, East. <box>422 1744 786 1769</box>
directory-entry: Mrs. F. Madison, Restaurant and Confectionary, corner Bull and Hull Sts. <box>422 1619 753 1630</box>
separator <box>65 96 145 97</box>
directory-entry: John Woodward, Blacksmith and Wheelwright, 406 Jones St., West. <box>794 452 1098 463</box>
read-down-label: READ DOWN. <box>801 1186 868 1197</box>
separator <box>494 211 713 213</box>
directory-entry: Estate—J. H. Johnson; Wm. R. Fields, Mgr., 525 Jefferson St., Bell Phone 678. <box>794 312 1144 323</box>
timetable-header-cell: *32 <box>1108 1297 1142 1309</box>
directory-entry: James H. Andrews, Practical Carpenter and General Jobber, 648 Bismark St. <box>422 2217 768 2228</box>
